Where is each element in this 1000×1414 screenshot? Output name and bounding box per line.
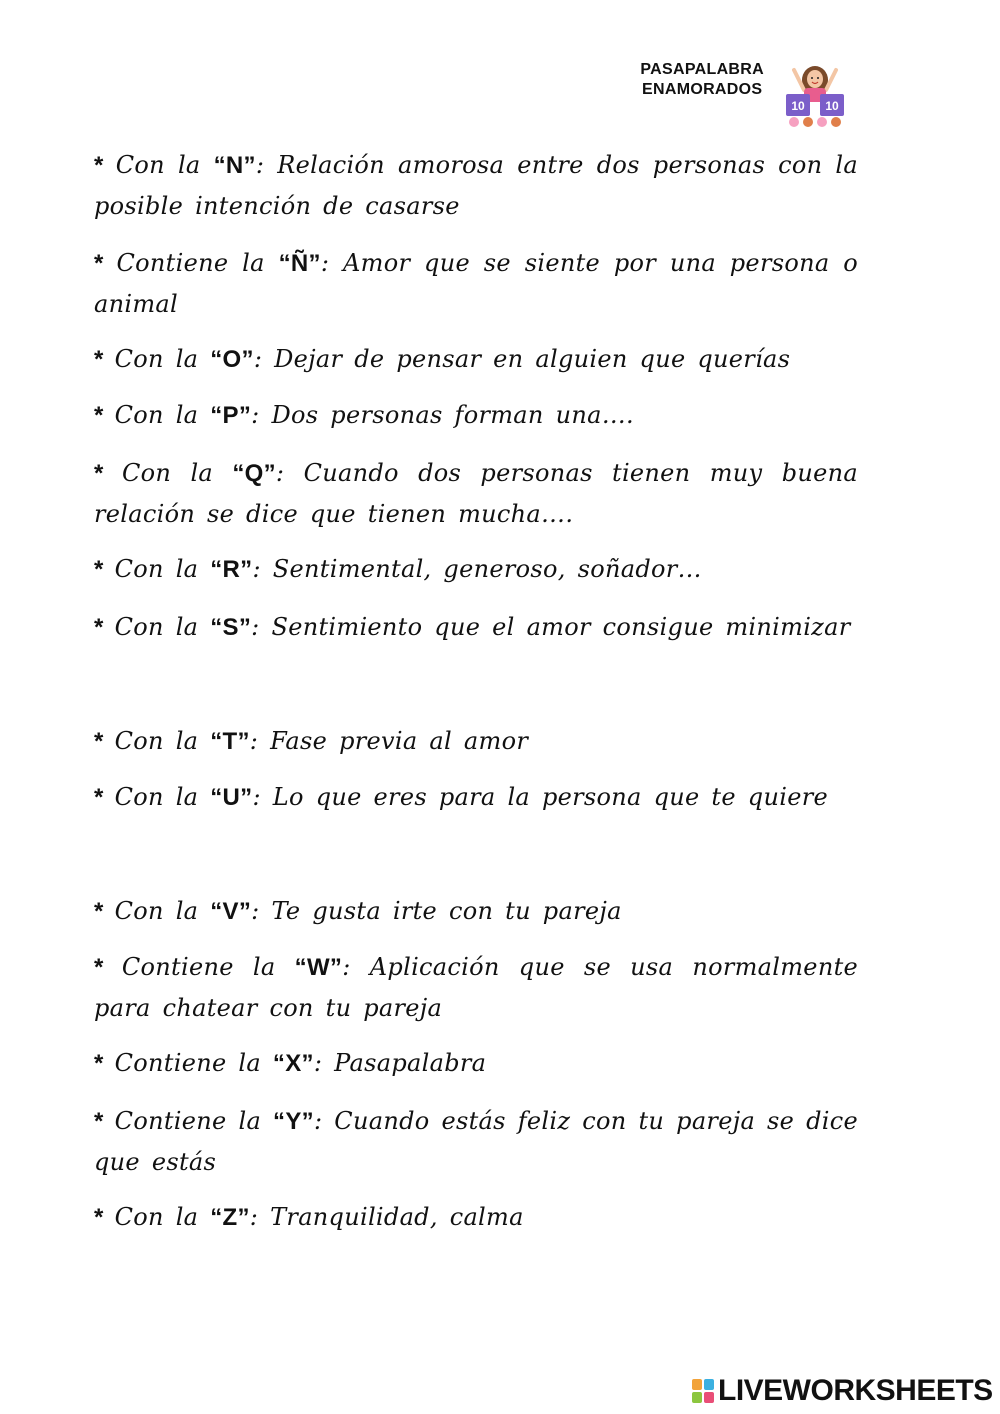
clue-p: * Con la “P”: Dos personas forman una…. <box>94 401 634 429</box>
badge-left-number: 10 <box>791 99 805 113</box>
clue-v: * Con la “V”: Te gusta irte con tu pareja <box>94 897 622 925</box>
clue-n: * Con la “N”: Relación amorosa entre dos personas con la posible intención de casarse <box>94 151 858 220</box>
clue-t: * Con la “T”: Fase previa al amor <box>94 727 529 755</box>
liveworksheets-logo <box>692 1374 993 1408</box>
clue-x: * Contiene la “X”: Pasapalabra <box>94 1049 487 1077</box>
title-line-1: PASAPALABRA <box>640 61 764 78</box>
clue-q: * Con la “Q”: Cuando dos personas tienen muy buena relación se dice que tienen mucha…. <box>94 459 858 528</box>
clue-z: * Con la “Z”: Tranquilidad, calma <box>94 1203 524 1231</box>
clue-enye: * Contiene la “Ñ”: Amor que se siente por una persona o animal <box>94 249 859 318</box>
badge-right-number: 10 <box>825 99 839 113</box>
worksheet-title <box>640 60 764 100</box>
clue-y: * Contiene la “Y”: Cuando estás feliz con tu pareja se dice que estás <box>94 1107 858 1176</box>
clue-r: * Con la “R”: Sentimental, generoso, soñador… <box>94 555 702 583</box>
liveworksheets-mark-icon <box>692 1379 714 1403</box>
clue-w: * Contiene la “W”: Aplicación que se usa normalmente para chatear con tu pareja <box>94 953 859 1022</box>
clue-s: * Con la “S”: Sentimiento que el amor consigue minimizar <box>94 613 851 641</box>
title-line-2: ENAMORADOS <box>642 81 763 98</box>
cheering-girl-avatar-icon <box>780 60 850 130</box>
clue-o: * Con la “O”: Dejar de pensar en alguien que querías <box>94 345 791 373</box>
brand-name: LIVEWORKSHEETS <box>718 1374 993 1407</box>
clue-u: * Con la “U”: Lo que eres para la persona que te quiere <box>94 783 828 811</box>
